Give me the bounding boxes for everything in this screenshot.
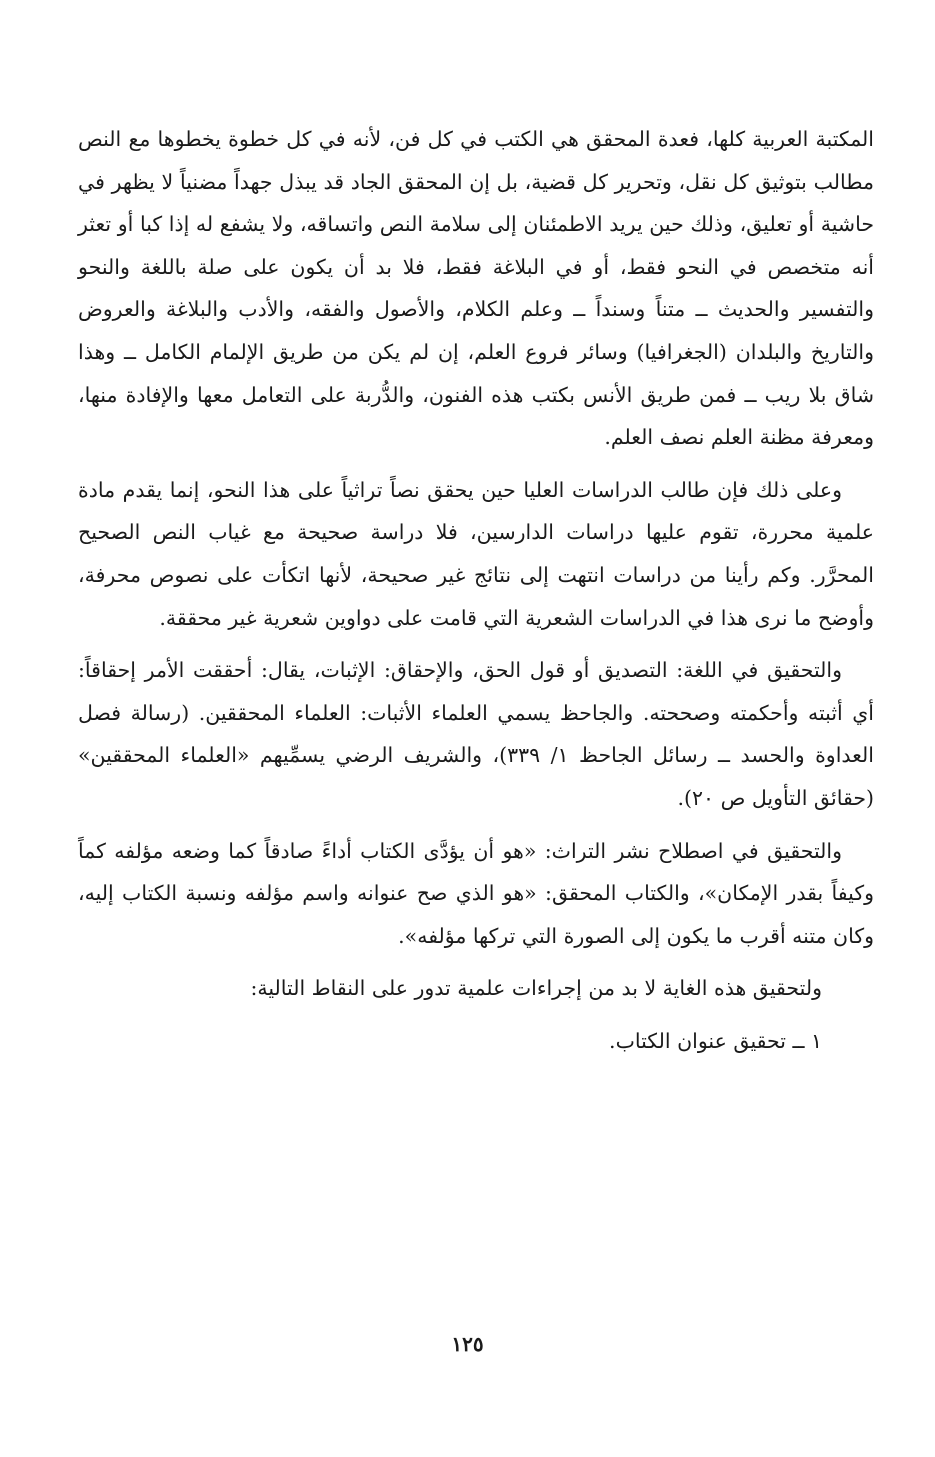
body-text	[78, 118, 874, 1062]
list-item-title-verification: ١ ــ تحقيق عنوان الكتاب.	[609, 1028, 822, 1053]
paragraph-technical-definition: والتحقيق في اصطلاح نشر التراث: «هو أن يؤدَّى الكتاب أداءً صادقاً كما وضعه مؤلفه كماً وكيفاً بقدر الإمكان»، والكتاب المحقق: «هو الذي صح عنوانه واسم مؤلفه ونسبة الكتاب إليه، وكان متنه أقرب ما يكون إلى الصورة التي تركها مؤلفه».	[78, 838, 874, 948]
page-number: ١٢٥	[451, 1332, 484, 1356]
paragraph-graduate-student: وعلى ذلك فإن طالب الدراسات العليا حين يحقق نصاً تراثياً على هذا النحو، إنما يقدم مادة علمية محررة، تقوم عليها دراسات الدارسين، فلا دراسة صحيحة مع غياب النص الصحيح المحرَّر. وكم رأينا من دراسات انتهت إلى نتائج غير صحيحة، لأنها اتكأت على نصوص محرفة، وأوضح ما نرى هذا في الدراسات الشعرية التي قامت على دواوين شعرية غير محققة.	[78, 477, 874, 630]
paragraph-linguistic-definition: والتحقيق في اللغة: التصديق أو قول الحق، والإحقاق: الإثبات، يقال: أحققت الأمر إحقاقاً: أي أثبته وأحكمته وصححته. والجاحظ يسمي العلماء الأثبات: العلماء المحققين. (رسالة فصل العداوة والحسد ــ رسائل الجاحظ ١/ ٣٣٩)، والشريف الرضي يسمِّيهم «العلماء المحققين» (حقائق التأويل ص ٢٠).	[78, 658, 874, 810]
procedures-intro: ولتحقيق هذه الغاية لا بد من إجراءات علمية تدور على النقاط التالية:	[250, 976, 822, 1001]
paragraph-library-knowledge: المكتبة العربية كلها، فعدة المحقق هي الكتب في كل فن، لأنه في كل خطوة يخطوها مع النص مطالب بتوثيق كل نقل، وتحرير كل قضية، بل إن المحقق الجاد قد يبذل جهداً مضنياً لا يظهر في حاشية أو تعليق، وذلك حين يريد الاطمئنان إلى سلامة النص واتساقه، ولا يشفع له إذا كبا أو تعثر أنه متخصص في النحو فقط، أو في البلاغة فقط، فلا بد أن يكون على صلة باللغة والنحو والتفسير والحديث ــ متناً وسنداً ــ وعلم الكلام، والأصول والفقه، والأدب والبلاغة والعروض والتاريخ والبلدان (الجغرافيا) وسائر فروع العلم، إن لم يكن من طريق الإلمام الكامل ــ وهذا شاق بلا ريب ــ فمن طريق الأنس بكتب هذه الفنون، والدُّربة على التعامل معها والإفادة منها، ومعرفة مظنة العلم نصف العلم.	[78, 127, 874, 450]
